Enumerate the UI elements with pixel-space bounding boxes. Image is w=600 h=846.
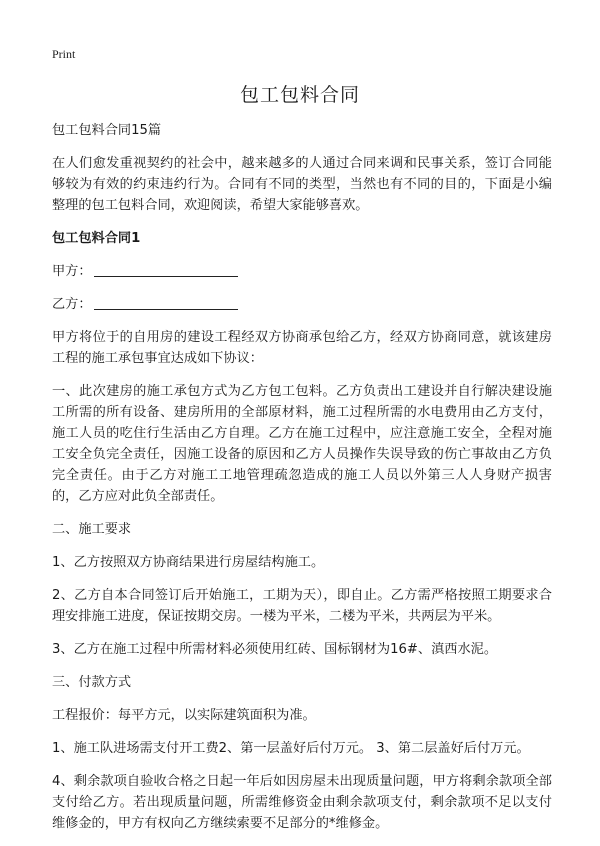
paragraph-clause-1: 一、此次建房的施工承包方式为乙方包工包料。乙方负责出工建设并自行解决建设施工所需的所有设备、建房所用的全部原材料，施工过程所需的水电费用由乙方支付，施工人员的吃住行生活由乙方自理。乙方在施工过程中，应注意施工安全，全程对施工安全负完全责任，因施工设备的原因和乙方人员操作失误导致的伤亡事故由乙方负完全责任。由于乙方对施工工地管理疏忽造成的施工人员以外第三人人身财产损害的，乙方应对此负全部责任。 (52, 384, 552, 504)
document-body (52, 120, 552, 846)
paragraph-requirement-2: 2、乙方自本合同签订后开始施工，工期为天），即自止。乙方需严格按照工期要求合理安排施工进度，保证按期交房。一楼为平米，二楼为平米，共两层为平米。 (52, 588, 552, 624)
paragraph-payment-4: 4、剩余款项自验收合格之日起一年后如因房屋未出现质量问题，甲方将剩余款项全部支付给乙方。若出现质量问题，所需维修资金由剩余款项支付，剩余款项不足以支付维修金的，甲方有权向乙方继续索要不足部分的*维修金。 (52, 774, 552, 831)
party-a-blank (94, 262, 238, 277)
heading-construction-requirements: 二、施工要求 (52, 522, 132, 537)
print-label: Print (52, 47, 76, 61)
party-b-line (52, 294, 552, 315)
paragraph-agreement: 甲方将位于的自用房的建设工程经双方协商承包给乙方，经双方协商同意，就该建房工程的施工承包事宜达成如下协议： (52, 330, 552, 366)
document-title: 包工包料合同 (239, 84, 360, 106)
paragraph-price: 工程报价：每平方元，以实际建筑面积为准。 (52, 708, 316, 723)
document-subtitle: 包工包料合同15篇 (52, 123, 162, 138)
party-b-label: 乙方： (52, 297, 92, 312)
party-a-line (52, 261, 552, 282)
paragraph-requirement-3: 3、乙方在施工过程中所需材料必须使用红砖、国标钢材为16#、滇西水泥。 (52, 642, 498, 657)
paragraph-requirement-1: 1、乙方按照双方协商结果进行房屋结构施工。 (52, 555, 325, 570)
party-a-label: 甲方： (52, 264, 92, 279)
paragraph-payment-1: 1、施工队进场需支付开工费2、第一层盖好后付万元。 3、第二层盖好后付万元。 (52, 741, 530, 756)
party-b-blank (94, 295, 238, 310)
intro-paragraph: 在人们愈发重视契约的社会中，越来越多的人通过合同来调和民事关系，签订合同能够较为有效的约束违约行为。合同有不同的类型，当然也有不同的目的，下面是小编整理的包工包料合同，欢迎阅读，希望大家能够喜欢。 (52, 156, 552, 213)
section-heading: 包工包料合同1 (52, 231, 141, 246)
heading-payment-method: 三、付款方式 (52, 675, 132, 690)
